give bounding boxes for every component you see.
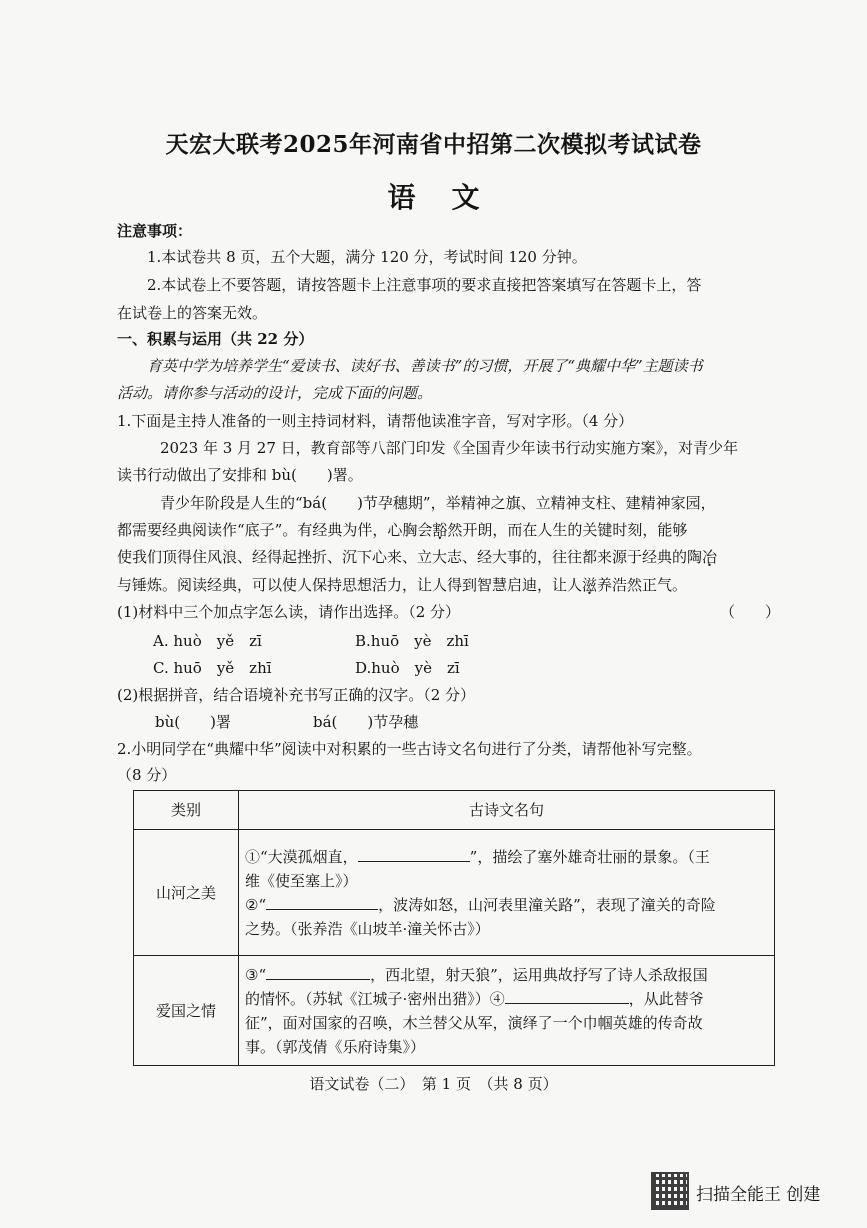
- answer-blank-2[interactable]: [266, 895, 378, 910]
- note-1: 1.本试卷共 8 页，五个大题，满分 120 分，考试时间 120 分钟。: [147, 248, 587, 266]
- qr-code-icon: [651, 1172, 689, 1210]
- header-verses: 古诗文名句: [239, 791, 775, 830]
- category-cell: 山河之美: [134, 830, 239, 956]
- answer-blank-4[interactable]: [505, 989, 629, 1004]
- page-footer: 语文试卷（二） 第 1 页 （共 8 页）: [309, 1075, 558, 1093]
- q1-material-p2-line-2: 都需要经典阅读作“底子”。有经典为伴，心胸会豁然开朗，而在人生的关键时刻，能够: [117, 521, 688, 539]
- subject-title: 语文: [387, 181, 516, 214]
- question-2-score: （8 分）: [117, 766, 177, 784]
- section-1-intro-2: 活动。请你参与活动的设计，完成下面的问题。: [117, 384, 433, 402]
- q1-material-p2-line-3: 使我们顶得住风浪、经得起挫折、沉下心来、立大志、经大事的，往往都来源于经典的陶冶: [117, 548, 718, 566]
- note-2-line-1: 2.本试卷上不要答题，请按答题卡上注意事项的要求直接把答案填写在答题卡上，答: [147, 276, 702, 294]
- question-2-stem: 2.小明同学在“典耀中华”阅读中对积累的一些古诗文名句进行了分类，请帮他补写完整。: [117, 740, 702, 758]
- q1-sub-2: (2)根据拼音，结合语境补充书写正确的汉字。（2 分）: [117, 686, 476, 704]
- option-b: B.huō yè zhī: [355, 632, 469, 650]
- verse-cell: ③“ ，西北望，射天狼”，运用典故抒写了诗人杀敌报国 的情怀。（苏轼《江城子·密州出猎》）④ ，从此替爷 征”，面对国家的召唤，木兰替父从军，演绎了一个巾帼英雄的传奇故 事。（郭茂倩《乐府诗集》）: [239, 956, 775, 1066]
- verse-cell: ①“大漠孤烟直， ”，描绘了塞外雄奇壮丽的景象。（王 维《使至塞上》） ②“ ，波涛如怒，山河表里潼关路”，表现了潼关的奇险 之势。（张养浩《山坡羊·潼关怀古》）: [239, 830, 775, 956]
- section-1-heading: 一、积累与运用（共 22 分）: [117, 330, 314, 348]
- dotted-char-2: 冶: [702, 548, 718, 566]
- option-c: C. huō yě zhī: [153, 659, 272, 677]
- note-2-line-2: 在试卷上的答案无效。: [117, 304, 268, 322]
- header-category: 类别: [134, 791, 239, 830]
- table-header-row: [134, 791, 775, 830]
- table-row: [134, 830, 775, 956]
- dotted-char-3: 滋: [582, 576, 598, 594]
- q1-material-p2-line-1: 青少年阶段是人生的“bá( )节孕穗期”，举精神之旗、立精神支柱、建精神家园，: [160, 494, 716, 512]
- option-d: D.huò yè zī: [355, 659, 460, 677]
- section-1-intro-1: 育英中学为培养学生“爱读书、读好书、善读书”的习惯，开展了“典耀中华”主题读书: [147, 357, 703, 375]
- poem-table: [133, 790, 775, 1066]
- q1-material-p1-line-1: 2023 年 3 月 27 日，教育部等八部门印发《全国青少年读书行动实施方案》，对青少年: [160, 439, 739, 457]
- answer-blank-1[interactable]: [358, 847, 470, 862]
- q1-answer-paren: （ ）: [720, 603, 781, 621]
- question-1-stem: 1.下面是主持人准备的一则主持词材料，请帮他读准字音，写对字形。（4 分）: [117, 412, 634, 430]
- q1-sub-1: (1)材料中三个加点字怎么读，请作出选择。（2 分）: [117, 603, 461, 621]
- fill-blank-1: bù( )署: [155, 713, 231, 731]
- table-row: [134, 956, 775, 1066]
- notes-heading: 注意事项：: [117, 222, 193, 240]
- answer-blank-3[interactable]: [266, 965, 370, 980]
- option-a: A. huò yě zī: [153, 632, 262, 650]
- fill-blank-2: bá( )节孕穗: [313, 713, 419, 731]
- q1-material-p1-line-2: 读书行动做出了安排和 bù( )署。: [117, 466, 363, 484]
- q1-material-p2-line-4: 与锤炼。阅读经典，可以使人保持思想活力，让人得到智慧启迪，让人滋养浩然正气。: [117, 576, 688, 594]
- scanner-watermark: 扫描全能王 创建: [696, 1185, 821, 1205]
- dotted-char-1: 豁: [432, 521, 448, 539]
- category-cell: 爱国之情: [134, 956, 239, 1066]
- exam-title: 天宏大联考2025年河南省中招第二次模拟考试试卷: [165, 131, 702, 158]
